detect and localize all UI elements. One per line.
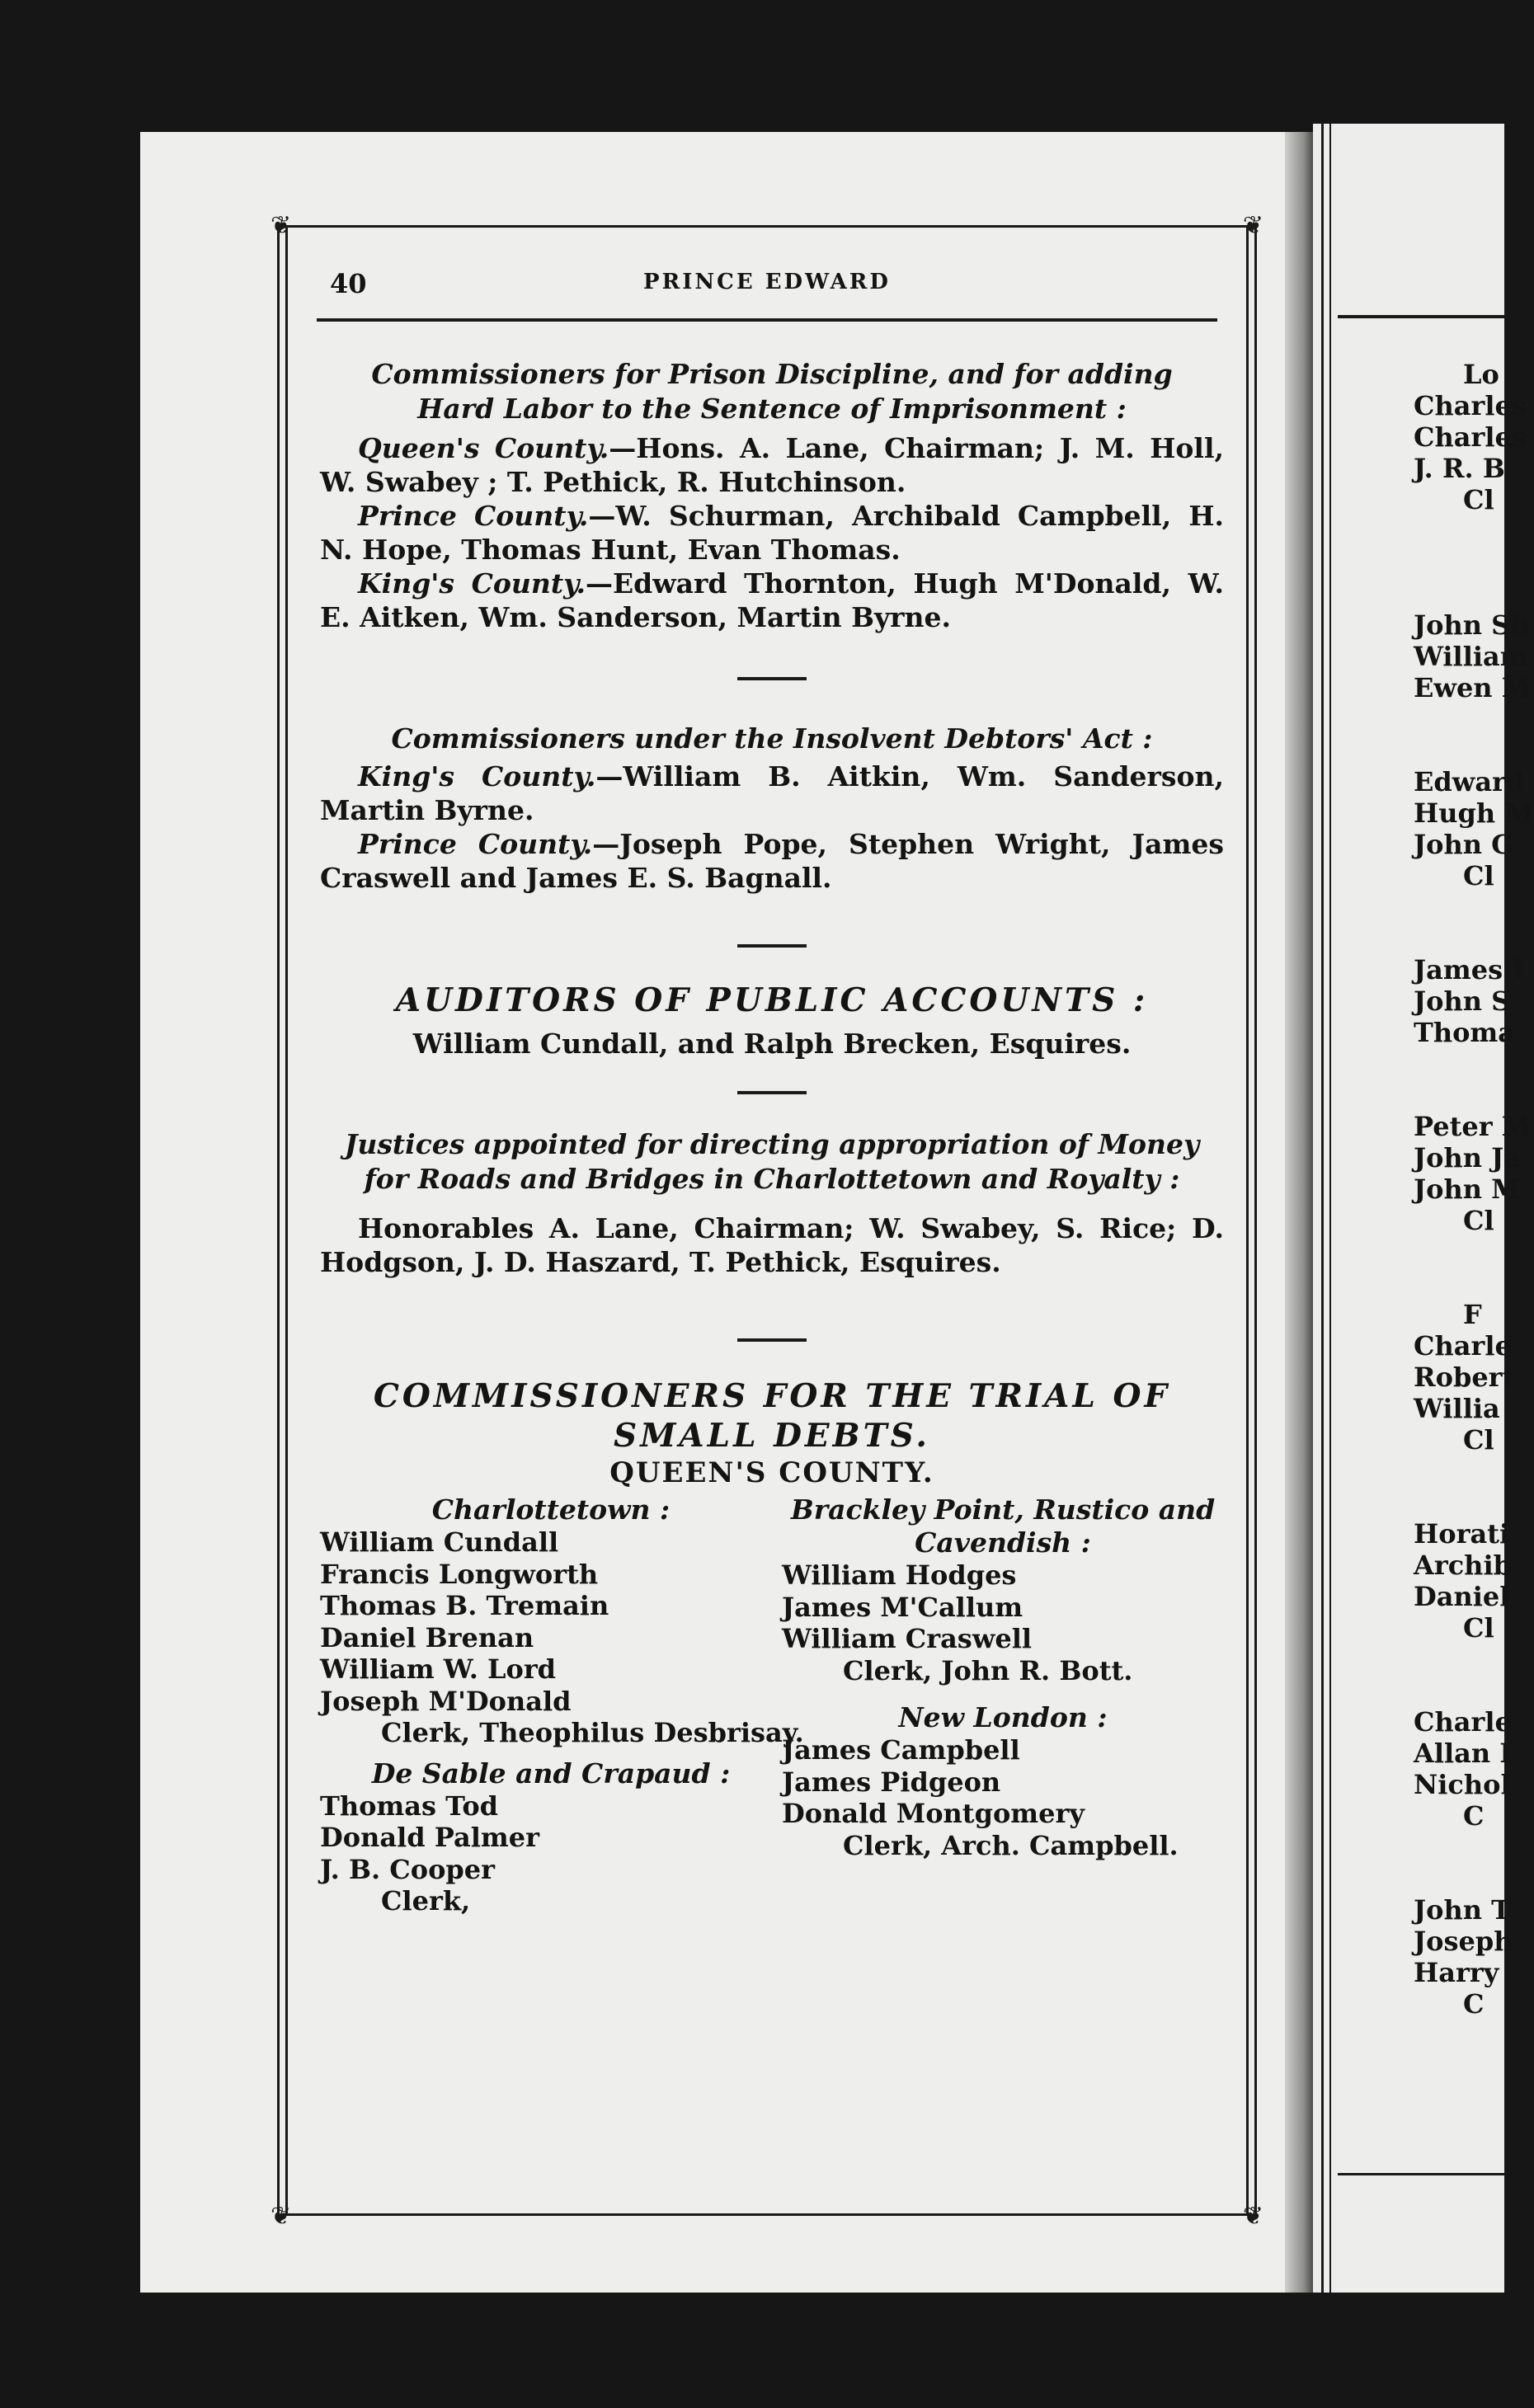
adjacent-page-line: Hugh M <box>1414 797 1534 829</box>
clerk-name: Clerk, Arch. Campbell. <box>843 1829 1179 1861</box>
small-debts-right-column <box>782 1493 1224 1917</box>
prison-commissioners-heading: Commissioners for Prison Discipline, and for adding Hard Labor to the Sentence of Imprisonment : <box>371 358 1173 425</box>
commissioner-name: Thomas Tod <box>320 1790 499 1822</box>
district-heading: Cavendish : <box>915 1526 1091 1559</box>
adjacent-page-line <box>1414 547 1504 578</box>
adjacent-page-line: Thoma <box>1414 1017 1516 1048</box>
adjacent-page-line <box>1414 891 1504 923</box>
small-debts-heading: COMMISSIONERS FOR THE TRIAL OF SMALL DEBTS. <box>373 1377 1171 1455</box>
insolvent-commissioners-heading: Commissioners under the Insolvent Debtors' Act : <box>391 722 1153 755</box>
adjacent-page-line: James I <box>1414 954 1525 985</box>
adjacent-page-line: C <box>1463 1800 1485 1832</box>
commissioner-name: Daniel Brenan <box>320 1621 534 1653</box>
adjacent-page-line <box>1414 1267 1504 1299</box>
adjacent-page-line: Robert <box>1414 1362 1515 1393</box>
adjacent-page-line <box>1414 735 1504 766</box>
commissioner-name: Donald Palmer <box>320 1822 539 1853</box>
border-rule-right-outer <box>1254 225 1257 2216</box>
adjacent-page-line: Charle <box>1414 1330 1512 1362</box>
adjacent-page-line: Edward <box>1414 766 1525 797</box>
page-number: 40 <box>330 268 367 299</box>
adjacent-page-line <box>1414 923 1504 954</box>
corner-ornament: ❦ <box>1242 2202 1263 2231</box>
adjacent-page-line: Harry <box>1414 1957 1499 1988</box>
section-divider <box>737 677 807 680</box>
justices-names: Honorables A. Lane, Chairman; W. Swabey, S. Rice; D. Hodgson, J. D. Haszard, T. Pethick, Esquires. <box>320 1212 1224 1278</box>
commissioner-names: —Joseph Pope, Stephen Wright, James Craswell and James E. S. Bagnall. <box>320 828 1224 894</box>
adjacent-page-line: C <box>1463 1988 1485 2020</box>
adjacent-page-line: Daniel <box>1414 1581 1510 1612</box>
adjacent-page-line <box>1414 1863 1504 1894</box>
auditors-names: William Cundall, and Ralph Brecken, Esquires. <box>412 1028 1132 1060</box>
county-name: King's County. <box>358 760 596 792</box>
commissioner-name: Donald Montgomery <box>782 1798 1085 1829</box>
county-name: Prince County. <box>358 828 593 860</box>
adjacent-page-line: Lo <box>1463 359 1499 390</box>
page-header <box>330 268 1204 304</box>
commissioner-name: William Craswell <box>782 1623 1033 1654</box>
district-heading: De Sable and Crapaud : <box>371 1757 731 1790</box>
adjacent-page-line: Peter M <box>1414 1111 1532 1142</box>
section-divider <box>737 1338 807 1342</box>
adjacent-page-line: John Ja <box>1414 1142 1522 1173</box>
adjacent-page-line <box>1414 1048 1504 1079</box>
border-rule-bottom <box>284 2213 1250 2216</box>
clerk-name: Clerk, <box>381 1885 471 1917</box>
adjacent-page-fragment <box>1313 124 1534 2293</box>
adjacent-page-line <box>1414 578 1504 609</box>
district-heading: Charlottetown : <box>431 1493 671 1526</box>
adjacent-page-line: Horati <box>1414 1518 1510 1550</box>
county-entry <box>320 431 1224 499</box>
county-entry <box>320 499 1224 567</box>
adjacent-page-line: Allan I <box>1414 1738 1513 1769</box>
adjacent-page-line: Joseph <box>1414 1926 1513 1957</box>
county-name: Queen's County. <box>358 432 609 464</box>
adjacent-page-line: John Sh <box>1414 609 1530 641</box>
adjacent-page-line <box>1414 1079 1504 1111</box>
adjacent-page-line: Archib <box>1414 1550 1512 1581</box>
corner-ornament: ❦ <box>271 2202 292 2231</box>
clerk-name: Clerk, Theophilus Desbrisay. <box>381 1717 804 1748</box>
county-entry <box>320 567 1224 634</box>
small-debts-left-column <box>320 1493 804 1917</box>
commissioner-names: —William B. Aitkin, Wm. Sanderson, Martin Byrne. <box>320 760 1224 826</box>
adjacent-page-line: John M <box>1414 1173 1521 1205</box>
adjacent-page-line: Cl <box>1463 1612 1494 1644</box>
auditors-heading: AUDITORS OF PUBLIC ACCOUNTS : <box>395 981 1149 1019</box>
adjacent-page-line <box>1414 1675 1504 1706</box>
adjacent-page-line: Cl <box>1463 1205 1494 1236</box>
adjacent-page-line <box>1414 1456 1504 1487</box>
justices-heading: Justices appointed for directing appropriation of Money for Roads and Bridges in Charlottetown and Royalty : <box>344 1128 1200 1195</box>
adjacent-page-line: Cl <box>1463 1424 1494 1456</box>
page-body <box>320 357 1224 1917</box>
commissioner-names: —Hons. A. Lane, Chairman; J. M. Holl, W. Swabey ; T. Pethick, R. Hutchinson. <box>320 432 1224 498</box>
border-rule-top <box>284 225 1250 228</box>
adjacent-page-line <box>1414 1832 1504 1863</box>
adjacent-page-line: Cl <box>1463 860 1494 891</box>
commissioner-name: Francis Longworth <box>320 1558 599 1590</box>
adjacent-page-line <box>1414 1644 1504 1675</box>
commissioner-names: —Edward Thornton, Hugh M'Donald, W. E. Aitken, Wm. Sanderson, Martin Byrne. <box>320 567 1224 633</box>
adjacent-page-text <box>1414 359 1534 2020</box>
corner-ornament: ❦ <box>271 211 292 240</box>
county-entry <box>320 827 1224 895</box>
county-name: King's County. <box>358 567 586 600</box>
border-rule-left-inner <box>285 225 288 2216</box>
section-divider <box>737 944 807 948</box>
adjacent-page-line: John G <box>1414 829 1514 860</box>
adjacent-page-line: Charle <box>1414 1706 1512 1738</box>
commissioner-name: William Cundall <box>320 1526 559 1558</box>
adjacent-page-line: F <box>1463 1299 1482 1330</box>
border-rule-left-outer <box>277 225 280 2216</box>
commissioner-name: James Campbell <box>782 1734 1020 1766</box>
adjacent-page-line <box>1414 1487 1504 1518</box>
header-rule <box>317 318 1217 322</box>
county-name: Prince County. <box>358 500 589 532</box>
commissioner-name: Thomas B. Tremain <box>320 1590 609 1621</box>
commissioner-name: William W. Lord <box>320 1653 557 1685</box>
adjacent-page-line: Cl <box>1463 484 1494 515</box>
insolvent-commissioners-list <box>320 760 1224 895</box>
commissioner-name: James Pidgeon <box>782 1766 1001 1798</box>
adjacent-page-line <box>1414 703 1504 735</box>
adjacent-page-line: Ewen M <box>1414 672 1532 703</box>
adjacent-page-line: John S <box>1414 985 1511 1017</box>
county-entry <box>320 760 1224 827</box>
commissioner-name: Joseph M'Donald <box>320 1685 572 1717</box>
adjacent-page-line: William <box>1414 641 1528 672</box>
adjacent-page-line: Willia <box>1414 1393 1500 1424</box>
prison-commissioners-list <box>320 431 1224 634</box>
adjacent-page-line: John T <box>1414 1894 1511 1926</box>
corner-ornament: ❦ <box>1242 211 1263 240</box>
adjacent-page-line: J. R. B <box>1414 453 1505 484</box>
small-debts-columns <box>320 1493 1224 1917</box>
section-divider <box>737 1091 807 1094</box>
county-heading: QUEEN'S COUNTY. <box>609 1456 934 1489</box>
book-page <box>272 210 1262 2231</box>
border-rule-right-inner <box>1246 225 1249 2216</box>
clerk-name: Clerk, John R. Bott. <box>843 1654 1133 1686</box>
adjacent-page-line <box>1414 515 1504 547</box>
commissioner-name: J. B. Cooper <box>320 1853 496 1885</box>
adjacent-page-line <box>1414 1236 1504 1267</box>
district-heading: Brackley Point, Rustico and <box>790 1493 1216 1526</box>
running-title: PRINCE EDWARD <box>643 270 891 294</box>
commissioner-name: James M'Callum <box>782 1591 1023 1623</box>
adjacent-page-line: Charles <box>1414 390 1527 421</box>
district-heading: New London : <box>898 1701 1108 1733</box>
adjacent-page-line: Charles <box>1414 421 1527 453</box>
commissioner-names: —W. Schurman, Archibald Campbell, H. N. Hope, Thomas Hunt, Evan Thomas. <box>320 500 1224 566</box>
commissioner-name: William Hodges <box>782 1559 1017 1591</box>
adjacent-page-line: Nichol <box>1414 1769 1511 1800</box>
